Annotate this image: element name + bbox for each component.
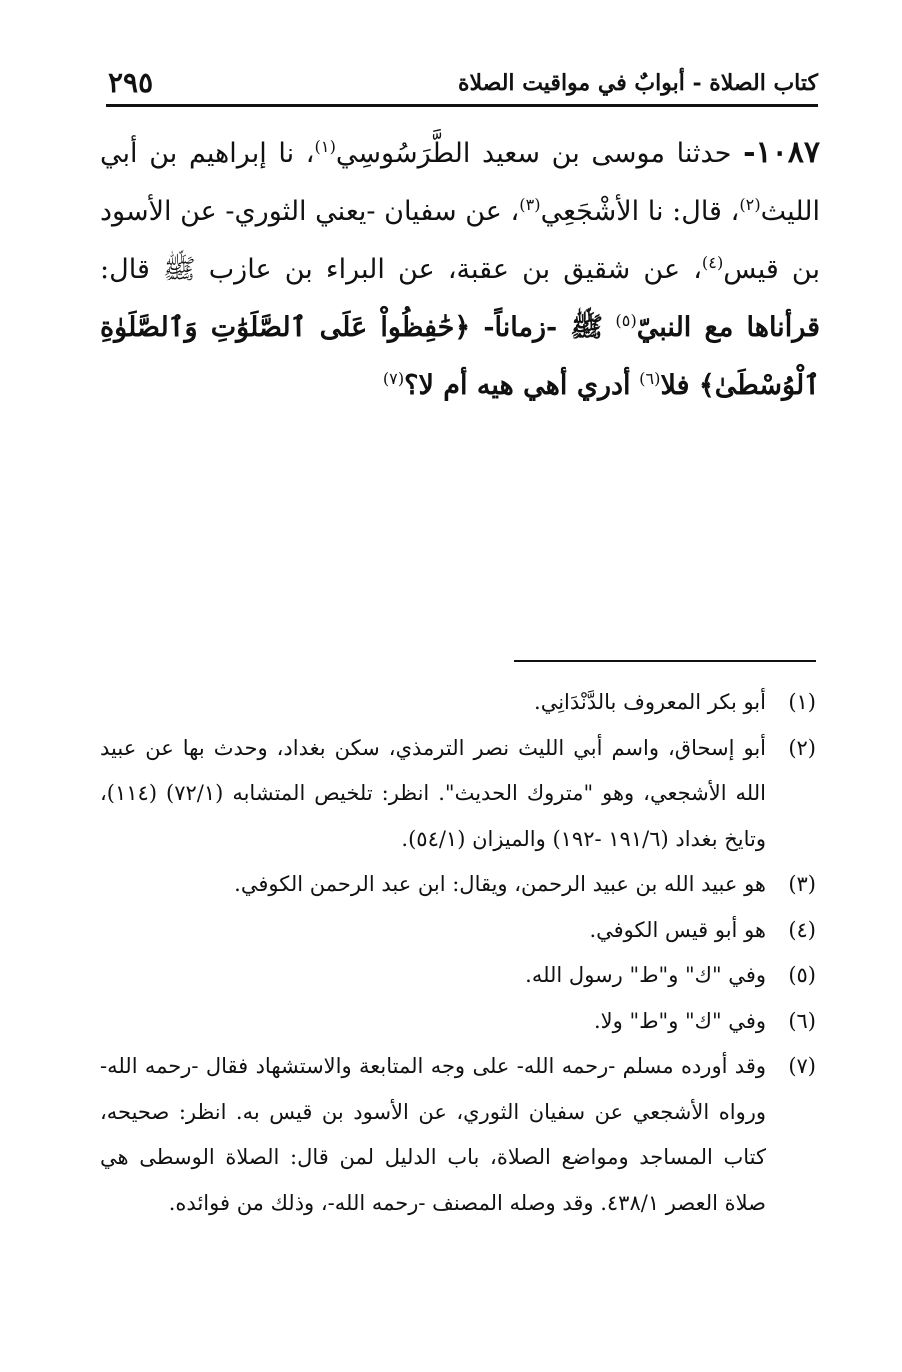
footnote-number: (٤) — [788, 917, 816, 942]
footnote-ref: (٣) — [519, 195, 541, 214]
footnote-text: هو عبيد الله بن عبيد الرحمن، ويقال: ابن عبد الرحمن الكوفي. — [234, 872, 766, 896]
hadith-text-part: ، نا إبراهيم بن أبي الليث — [100, 138, 820, 227]
footnote-number: (٦) — [788, 1008, 816, 1033]
hadith-text-part: ، عن سفيان -يعني الثوري- عن الأسود بن قيس — [100, 196, 820, 285]
hadith-text-part: ، عن شقيق بن عقبة، عن البراء بن عازب ﷺ قال: — [100, 254, 702, 285]
page-header — [106, 66, 818, 104]
footnote-number: (٧) — [788, 1054, 816, 1078]
footnote — [100, 862, 816, 908]
page-number: ٢٩٥ — [108, 66, 154, 99]
footnote — [100, 953, 816, 999]
footnote — [100, 680, 816, 726]
hadith-matn: أدري أهي هيه أم لا؟ — [404, 370, 631, 401]
footnote-number: (٥) — [788, 963, 816, 987]
hadith-text — [100, 124, 820, 415]
footnote-separator — [514, 660, 816, 662]
footnote-ref: (٢) — [739, 195, 761, 214]
footnote-ref: (٧) — [382, 369, 405, 388]
footnotes — [100, 680, 816, 1226]
footnote-number: (١) — [788, 690, 816, 714]
footnote — [100, 999, 816, 1045]
running-title: كتاب الصلاة - أبوابٌ في مواقيت الصلاة — [457, 70, 818, 96]
hadith-text-part: ، قال: نا الأشْجَعِي — [540, 196, 740, 227]
footnote-ref: (٤) — [701, 253, 724, 272]
footnote-text: هو أبو قيس الكوفي. — [589, 917, 766, 942]
footnote-ref: (٥) — [615, 311, 637, 330]
hadith-number: ١٠٨٧- — [743, 135, 820, 170]
footnote-text: أبو إسحاق، واسم أبي الليث نصر الترمذي، سكن بغداد، وحدث بها عن عبيد الله الأشجعي، وهو "متروك الحديث". انظر: تلخيص المتشابه (٧٢/١) (١١٤)، وتايخ بغداد (١٩١/٦ -١٩٢) والميزان (٥٤/١). — [100, 735, 766, 851]
footnote — [100, 908, 816, 954]
footnote-ref: (١) — [314, 137, 336, 156]
footnote — [100, 726, 816, 863]
hadith-matn: ﷺ -زماناً- ﴿حَٰفِظُواْ عَلَى ٱلصَّلَوَٰتِ وَٱلصَّلَوٰةِ ٱلْوُسْطَىٰ﴾ فلا — [100, 312, 820, 401]
header-rule — [106, 104, 818, 107]
footnote-number: (٣) — [788, 872, 816, 896]
hadith-text-part: حدثنا موسى بن سعيد الطَّرَسُوسِي — [335, 138, 732, 169]
footnote-text: وفي "ك" و"ط" رسول الله. — [525, 963, 766, 987]
footnote — [100, 1044, 816, 1226]
footnote-number: (٢) — [788, 735, 816, 760]
hadith-matn: قرأناها مع النبيّ — [636, 312, 820, 343]
footnote-text: وقد أورده مسلم -رحمه الله- على وجه المتابعة والاستشهاد فقال -رحمه الله- ورواه الأشجعي عن سفيان الثوري، عن الأسود بن قيس به. انظر: صحيحه، كتاب المساجد ومواضع الصلاة، باب الدليل لمن قال: الصلاة الوسطى هي صلاة العصر ٤٣٨/١. وقد وصله المصنف -رحمه الله-، وذلك من فوائده. — [100, 1054, 766, 1215]
footnote-text: وفي "ك" و"ط" ولا. — [593, 1008, 766, 1033]
footnote-text: أبو بكر المعروف بالدَّنْدَانِي. — [534, 690, 766, 714]
footnote-ref: (٦) — [639, 369, 661, 388]
